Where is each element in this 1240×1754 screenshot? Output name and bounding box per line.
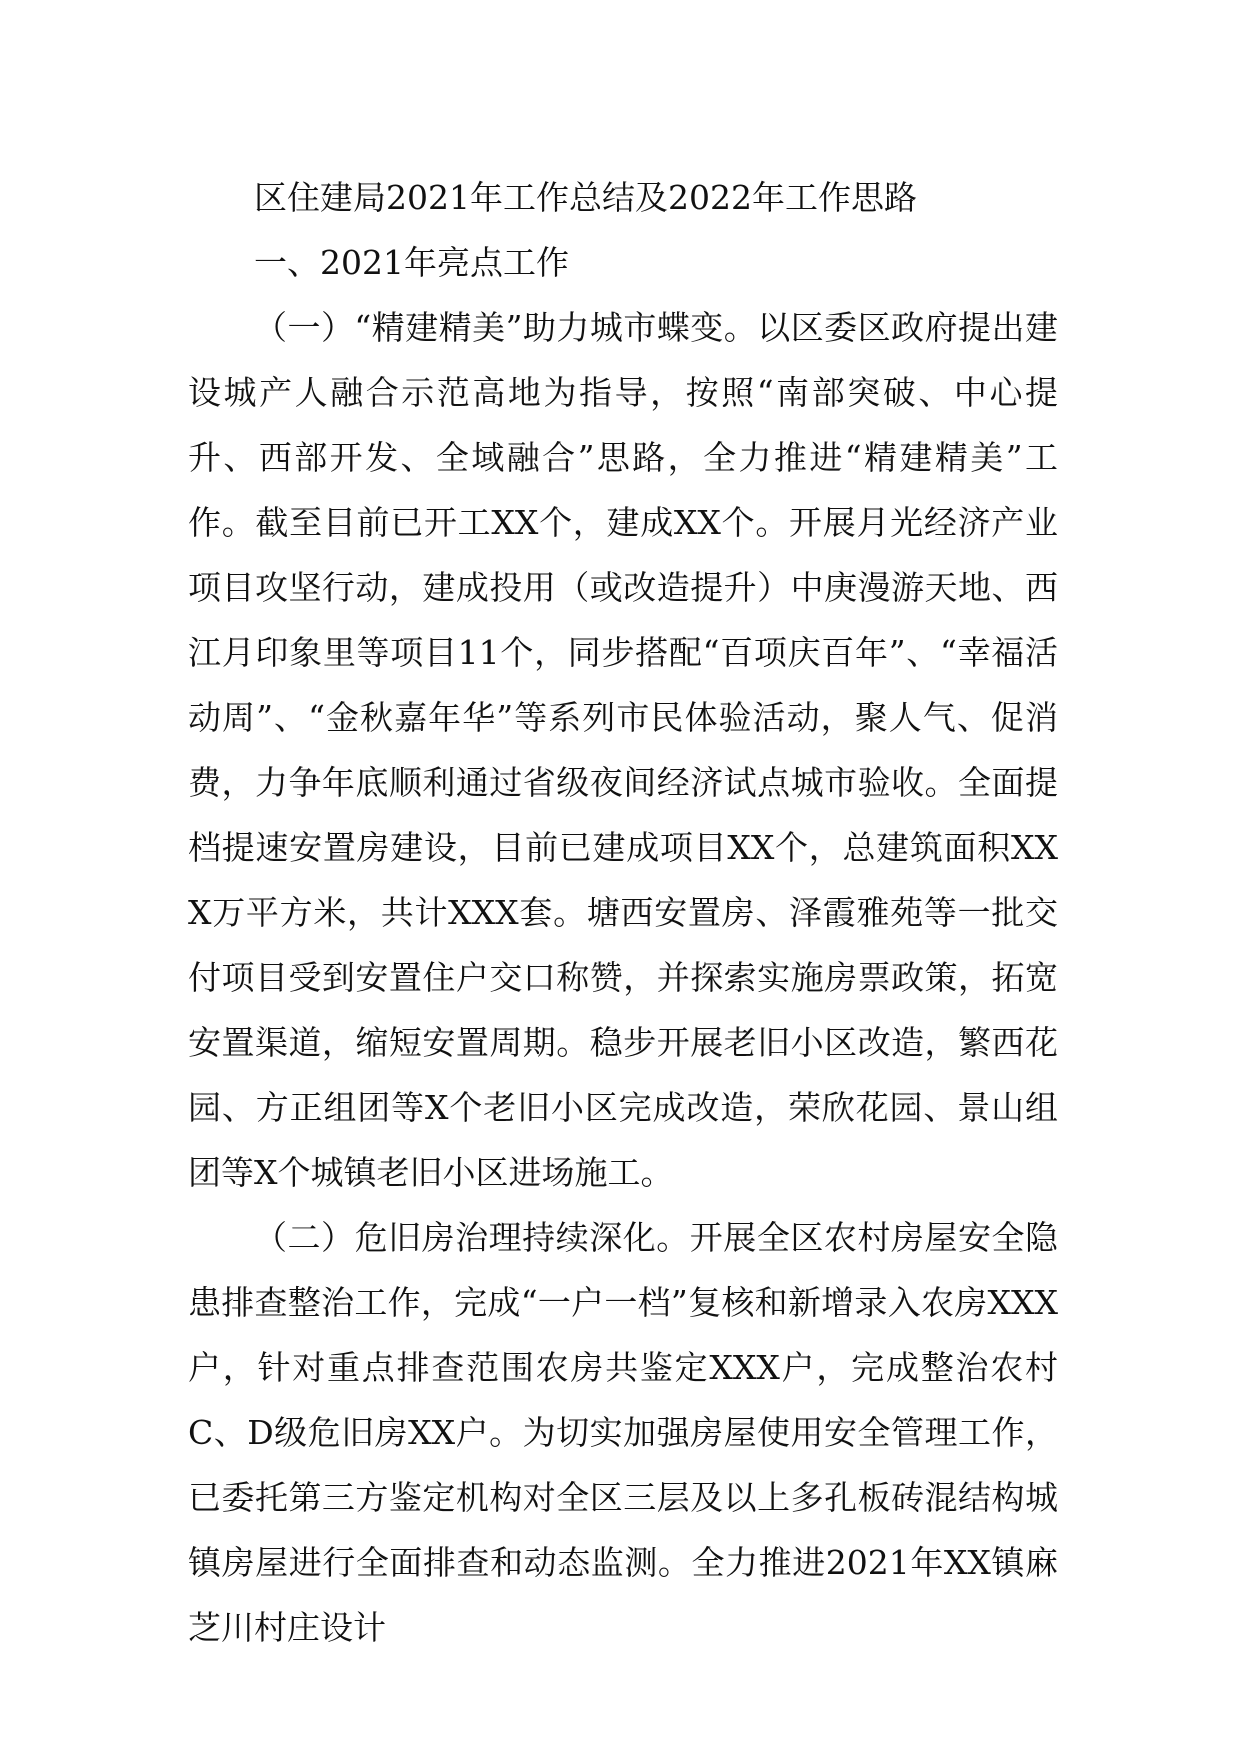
document-body [188, 165, 1058, 1660]
paragraph-1: （一）“精建精美”助力城市蝶变。以区委区政府提出建设城产人融合示范高地为指导，按照“南部突破、中心提升、西部开发、全域融合”思路，全力推进“精建精美”工作。截至目前已开工XX个，建成XX个。开展月光经济产业项目攻坚行动，建成投用（或改造提升）中庚漫游天地、西江月印象里等项目11个，同步搭配“百项庆百年”、“幸福活动周”、“金秋嘉年华”等系列市民体验活动，聚人气、促消费，力争年底顺利通过省级夜间经济试点城市验收。全面提档提速安置房建设，目前已建成项目XX个，总建筑面积XXX万平方米，共计XXX套。塘西安置房、泽霞雅苑等一批交付项目受到安置住户交口称赞，并探索实施房票政策，拓宽安置渠道，缩短安置周期。稳步开展老旧小区改造，繁西花园、方正组团等X个老旧小区完成改造，荣欣花园、景山组团等X个城镇老旧小区进场施工。 [188, 308, 1058, 1192]
section-heading: 一、2021年亮点工作 [254, 243, 569, 282]
paragraph-2: （二）危旧房治理持续深化。开展全区农村房屋安全隐患排查整治工作，完成“一户一档”复核和新增录入农房XXX户，针对重点排查范围农房共鉴定XXX户，完成整治农村C、D级危旧房XX户。为切实加强房屋使用安全管理工作，已委托第三方鉴定机构对全区三层及以上多孔板砖混结构城镇房屋进行全面排查和动态监测。全力推进2021年XX镇麻芝川村庄设计 [188, 1218, 1058, 1647]
document-title: 区住建局2021年工作总结及2022年工作思路 [254, 178, 917, 217]
